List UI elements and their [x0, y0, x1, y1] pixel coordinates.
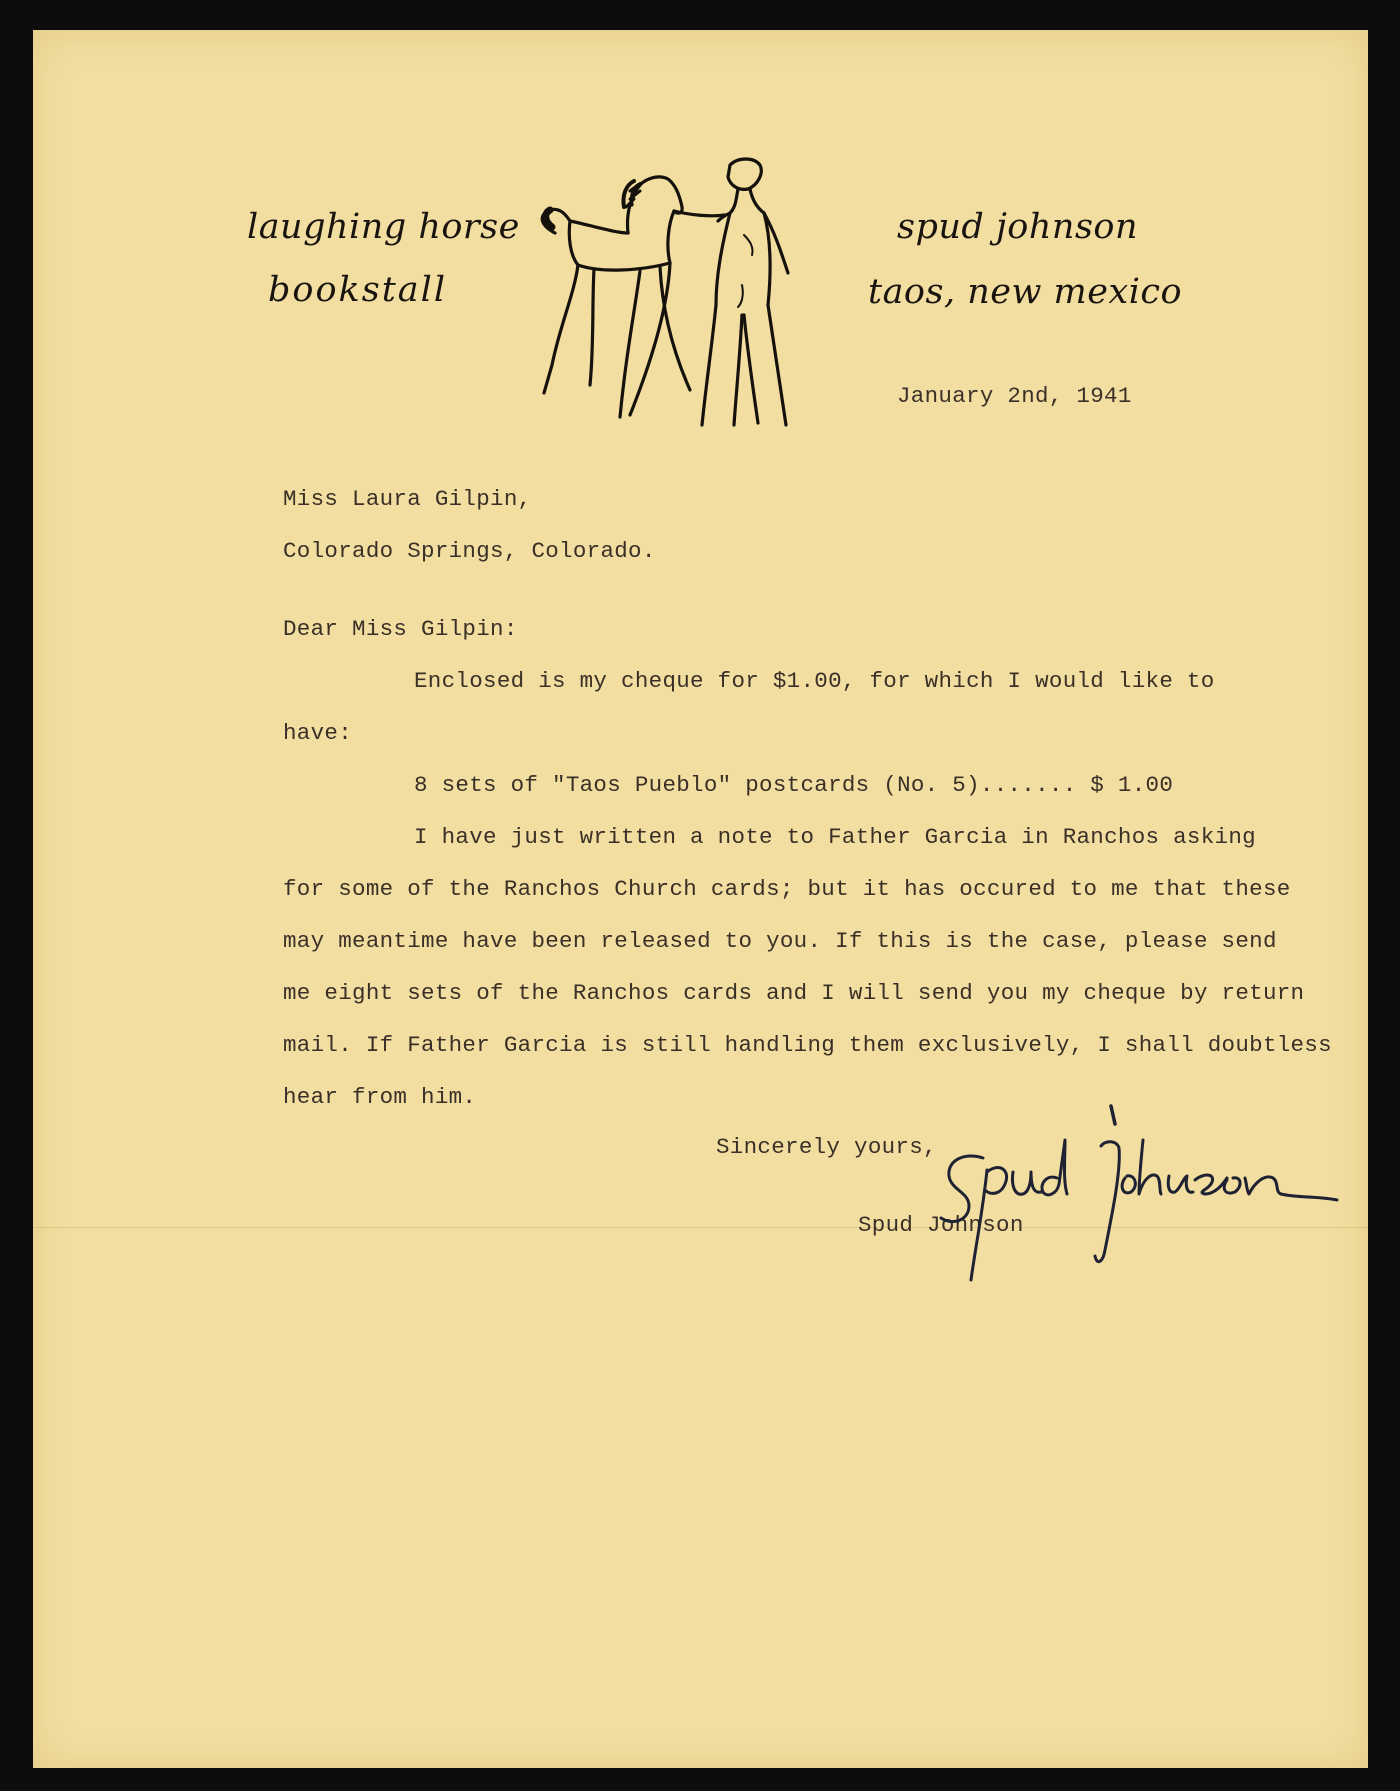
handwritten-signature — [925, 1100, 1345, 1285]
letter-date: January 2nd, 1941 — [897, 383, 1132, 409]
letterhead-right-line2: taos, new mexico — [868, 272, 1183, 312]
letterhead-left-line1: laughing horse — [247, 207, 520, 247]
body-paragraph-2-line-4: me eight sets of the Ranchos cards and I will send you my cheque by return — [283, 980, 1305, 1006]
body-paragraph-2-line-1: I have just written a note to Father Garcia in Ranchos asking — [414, 824, 1256, 850]
body-paragraph-2-line-6: hear from him. — [283, 1084, 477, 1110]
recipient-address: Colorado Springs, Colorado. — [283, 538, 656, 564]
recipient-name: Miss Laura Gilpin, — [283, 486, 532, 512]
body-paragraph-2-line-3: may meantime have been released to you. If this is the case, please send — [283, 928, 1277, 954]
body-paragraph-2-line-5: mail. If Father Garcia is still handling them exclusively, I shall doubtless — [283, 1032, 1332, 1058]
closing: Sincerely yours, — [716, 1134, 937, 1160]
order-line: 8 sets of "Taos Pueblo" postcards (No. 5)....... $ 1.00 — [414, 772, 1174, 798]
body-paragraph-1-line-1: Enclosed is my cheque for $1.00, for which I would like to — [414, 668, 1215, 694]
letterhead-right-line1: spud johnson — [897, 207, 1139, 247]
body-paragraph-1-line-2: have: — [283, 720, 353, 746]
salutation: Dear Miss Gilpin: — [283, 616, 518, 642]
letterhead-left-line2: bookstall — [268, 270, 448, 310]
body-paragraph-2-line-2: for some of the Ranchos Church cards; but it has occured to me that these — [283, 876, 1291, 902]
typed-name: Spud Johnson — [858, 1212, 1024, 1238]
horse-and-man-drawing-icon — [530, 155, 830, 445]
